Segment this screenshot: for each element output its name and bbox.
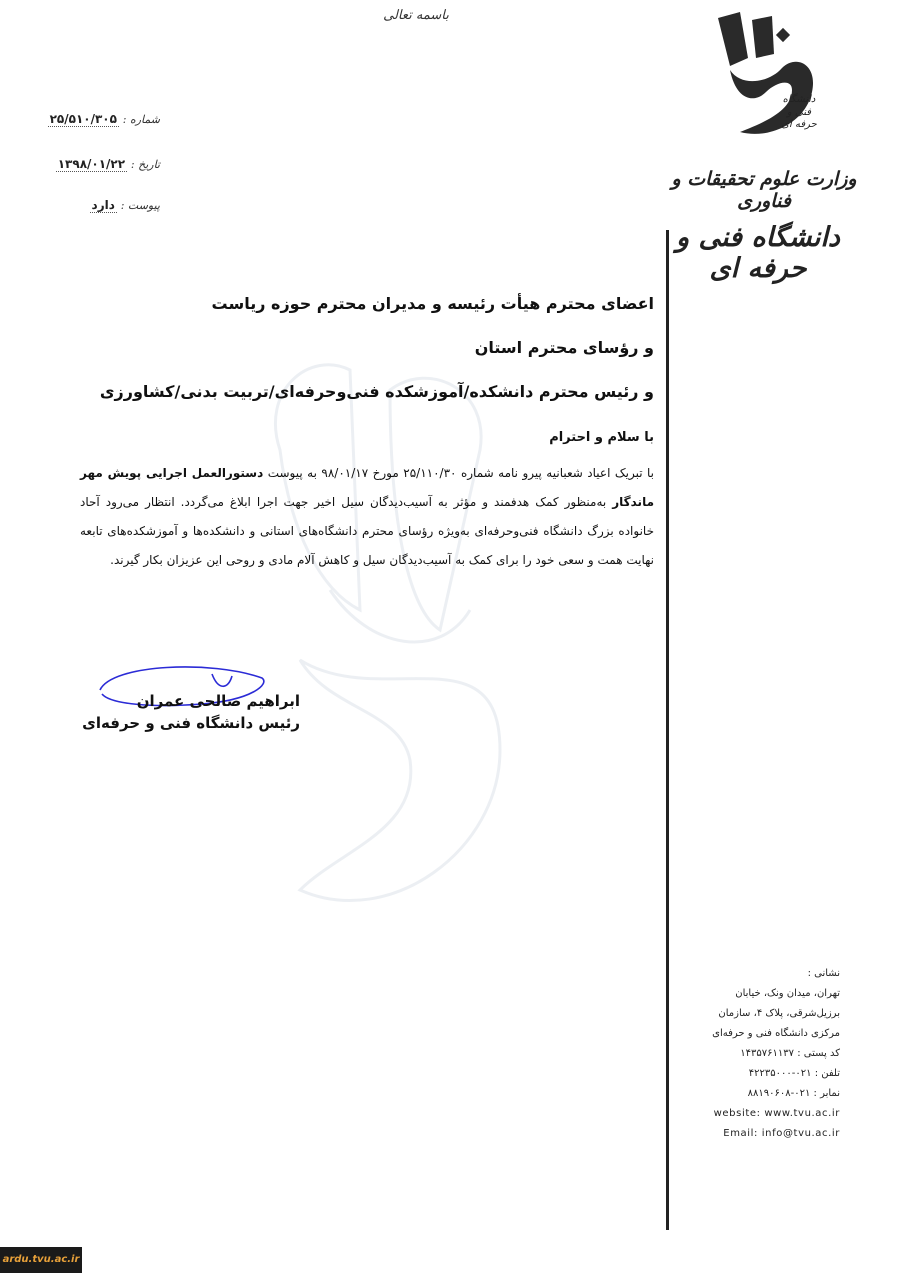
letter-number-value: ۲۵/۵۱۰/۳۰۵ <box>49 112 117 126</box>
vertical-divider <box>666 230 669 1230</box>
signatory-name: ابراهیم صالحی عمران <box>136 692 300 710</box>
greeting: با سلام و احترام <box>549 430 654 445</box>
bismillah: باسمه تعالی <box>383 8 449 23</box>
fax-label: نمابر : <box>813 1088 840 1099</box>
website-link[interactable]: website: www.tvu.ac.ir <box>713 1108 840 1119</box>
letter-date <box>30 157 160 171</box>
postal-value: ۱۴۳۵۷۶۱۱۳۷ <box>740 1048 795 1059</box>
letter-body <box>80 459 654 575</box>
body-text-part-1: با تبریک اعیاد شعبانیه پیرو نامه شماره ۲۵/۱۱۰/۳۰ مورخ ۹۸/۰۱/۱۷ به پیوست <box>263 466 654 480</box>
address-label: نشانی : <box>807 968 840 979</box>
addressee-line-1: اعضای محترم هیأت رئیسه و مدیران محترم حوزه ریاست <box>211 294 654 313</box>
letter-content <box>80 282 654 575</box>
letter-date-value: ۱۳۹۸/۰۱/۲۲ <box>57 157 126 171</box>
university-title: دانشگاه فنی و حرفه ای <box>676 222 840 284</box>
fax <box>690 1084 840 1104</box>
ministry-title: وزارت علوم تحقیقات و فناوری <box>671 168 857 212</box>
addressee-line-2: و رؤسای محترم استان <box>474 338 654 357</box>
body-text-part-2: به‌منظور کمک هدفمند و مؤثر به آسیب‌دیدگان سیل اخیر جهت اجرا ابلاغ می‌گردد. انتظار می‌رود آحاد خانواده بزرگ دانشگاه فنی‌وحرفه‌ای به‌ویژه رؤسای محترم دانشگاه‌های استانی و دانشکده‌ها و آموزشکده‌های تابعه نهایت همت و سعی خود را برای کمک به آسیب‌دیدگان سیل و کاهش آلام مادی و روحی این عزیزان بکار گیرند. <box>80 495 654 567</box>
letter-date-label: تاریخ : <box>130 158 160 171</box>
phone <box>690 1064 840 1084</box>
phone-label: تلفن : <box>814 1068 840 1079</box>
letter-attachment <box>30 198 160 212</box>
body-text-bold: دستورالعمل اجرایی پویش مهر ماندگار <box>80 466 654 509</box>
fax-value: ۰۲۱-۸۸۱۹۰۶۰۸ <box>747 1088 811 1099</box>
address-line-1: تهران، میدان ونک، خیابان <box>735 988 840 999</box>
signatory-title: رئیس دانشگاه فنی و حرفه‌ای <box>82 714 300 732</box>
phone-value: ۰۲۱-۴۲۲۳۵۰۰۰ <box>748 1068 812 1079</box>
footer-contact <box>690 964 840 1144</box>
signature-block <box>70 690 300 734</box>
letter-number-label: شماره : <box>122 113 160 126</box>
address-line-2: برزیل‌شرقی، پلاک ۴، سازمان <box>718 1008 840 1019</box>
postal-code <box>690 1044 840 1064</box>
postal-label: کد پستی : <box>797 1048 840 1059</box>
letter-attachment-value: دارد <box>91 198 115 212</box>
logo-caption: دانشگاه فنی و حرفه ای <box>781 94 817 130</box>
letter-number <box>30 112 160 126</box>
email-link[interactable]: Email: info@tvu.ac.ir <box>723 1128 840 1139</box>
address-line-3: مرکزی دانشگاه فنی و حرفه‌ای <box>712 1028 840 1039</box>
letter-attachment-label: پیوست : <box>120 199 160 212</box>
site-badge[interactable]: ardu.tvu.ac.ir <box>0 1247 82 1273</box>
addressee-line-3: و رئیس محترم دانشکده/آموزشکده فنی‌وحرفه‌ای/تربیت بدنی/کشاورزی <box>99 382 654 401</box>
